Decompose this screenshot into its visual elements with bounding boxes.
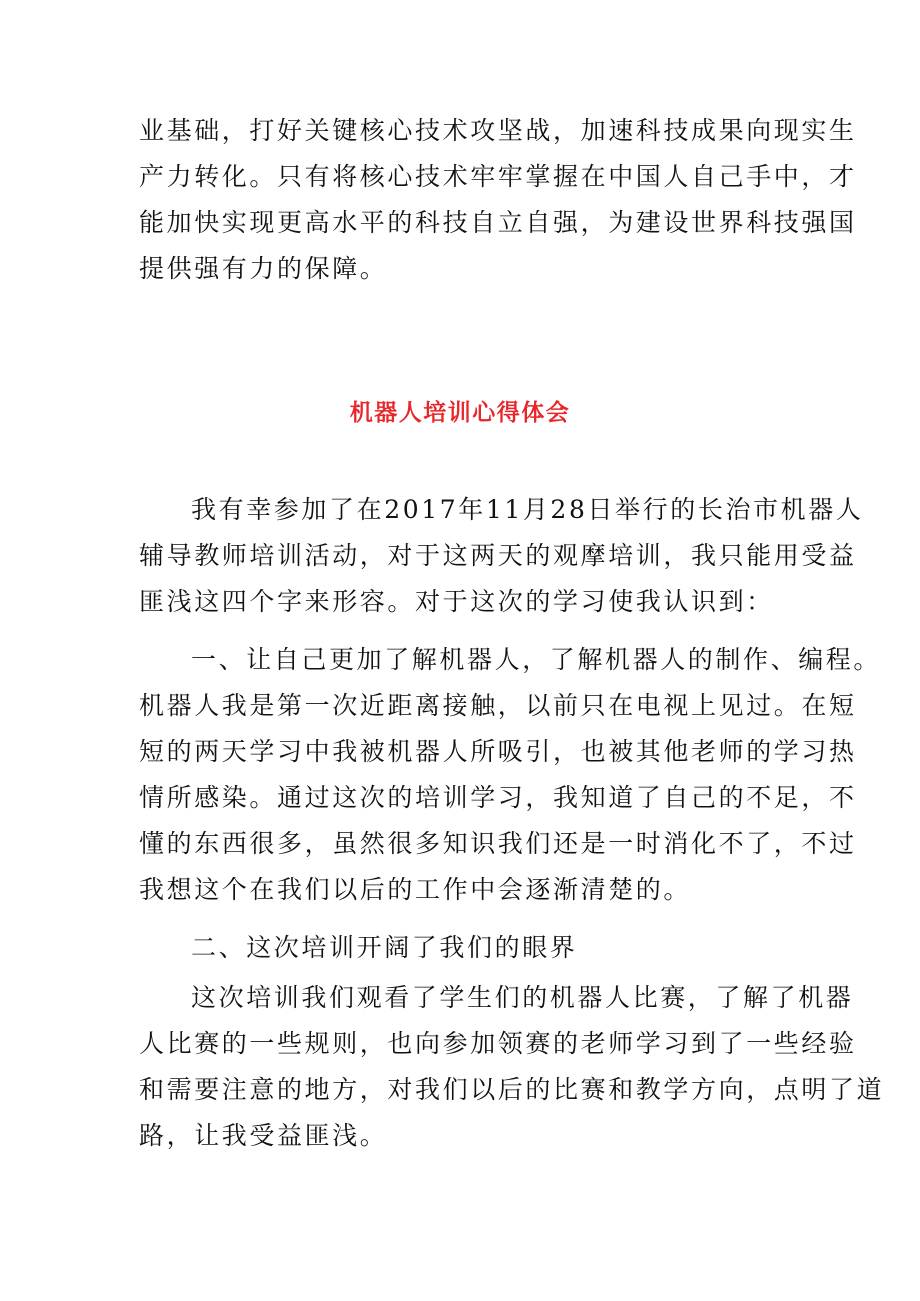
paragraph-intro bbox=[139, 487, 864, 625]
paragraph-line: 提供强有力的保障。 bbox=[139, 254, 388, 283]
paragraph-line: 和需要注意的地方，对我们以后的比赛和教学方向，点明了道 bbox=[139, 1075, 885, 1104]
paragraph-line: 懂的东西很多，虽然很多知识我们还是一时消化不了，不过 bbox=[139, 829, 857, 858]
paragraph-point-two-heading bbox=[139, 925, 789, 971]
paragraph-line: 这次培训我们观看了学生们的机器人比赛，了解了机器 bbox=[191, 983, 854, 1012]
paragraph-line: 人比赛的一些规则，也向参加领赛的老师学习到了一些经验 bbox=[139, 1029, 857, 1058]
paragraph-line: 我想这个在我们以后的工作中会逐渐清楚的。 bbox=[139, 875, 692, 904]
paragraph-line: 路，让我受益匪浅。 bbox=[139, 1121, 388, 1150]
article-title: 机器人培训心得体会 bbox=[349, 399, 571, 426]
paragraph-line: 我有幸参加了在2017年11月28日举行的长治市机器人 bbox=[191, 495, 864, 524]
paragraph-line: 短的两天学习中我被机器人所吸引，也被其他老师的学习热 bbox=[139, 737, 857, 766]
continuation-paragraph bbox=[139, 108, 857, 292]
paragraph-line: 产力转化。只有将核心技术牢牢掌握在中国人自己手中，才 bbox=[139, 162, 857, 191]
paragraph-line: 辅导教师培训活动，对于这两天的观摩培训，我只能用受益 bbox=[139, 541, 857, 570]
paragraph-point-two-body bbox=[139, 975, 885, 1159]
paragraph-line: 匪浅这四个字来形容。对于这次的学习使我认识到： bbox=[139, 587, 774, 616]
paragraph-point-one bbox=[139, 637, 882, 913]
paragraph-line: 二、这次培训开阔了我们的眼界 bbox=[191, 933, 578, 962]
paragraph-line: 机器人我是第一次近距离接触，以前只在电视上见过。在短 bbox=[139, 691, 857, 720]
paragraph-line: 能加快实现更高水平的科技自立自强，为建设世界科技强国 bbox=[139, 208, 857, 237]
paragraph-line: 业基础，打好关键核心技术攻坚战，加速科技成果向现实生 bbox=[139, 116, 857, 145]
paragraph-line: 一、让自己更加了解机器人，了解机器人的制作、编程。 bbox=[191, 645, 882, 674]
paragraph-line: 情所感染。通过这次的培训学习，我知道了自己的不足，不 bbox=[139, 783, 857, 812]
